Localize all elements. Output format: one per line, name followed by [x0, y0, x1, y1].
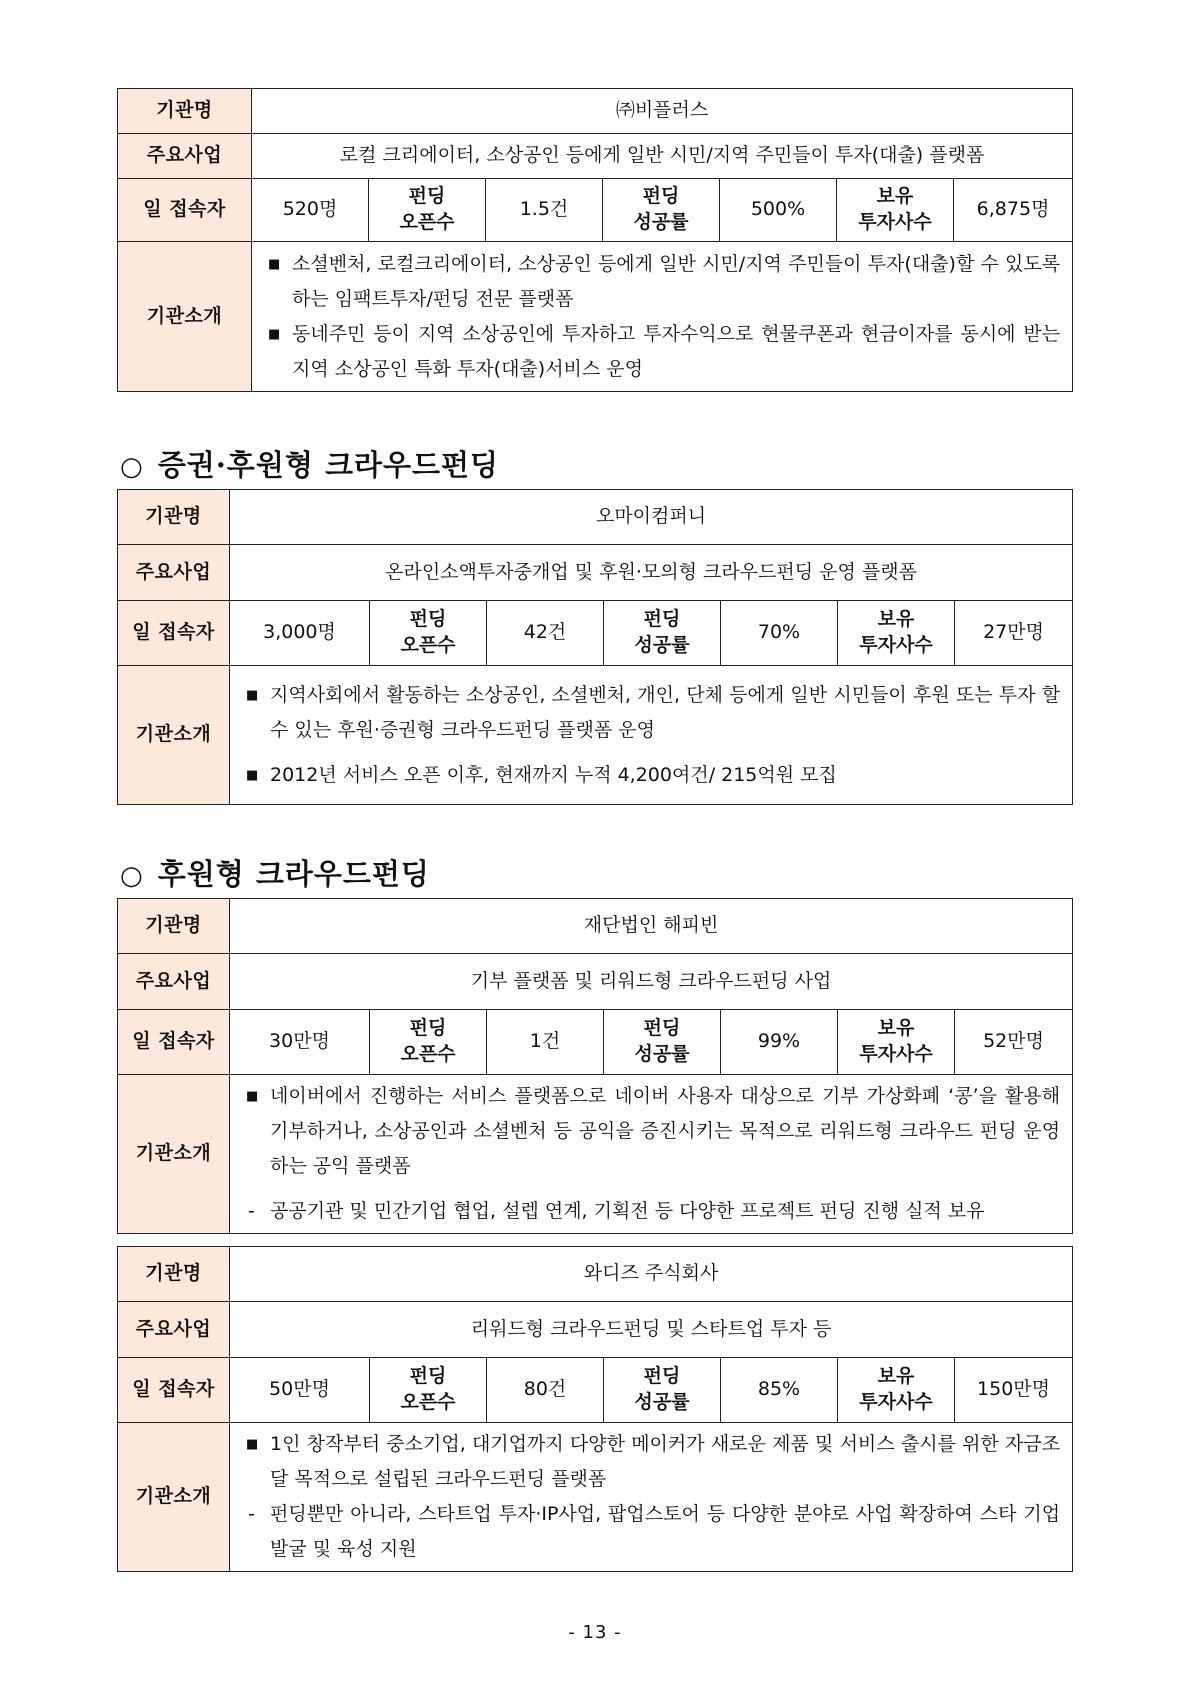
intro-label: 기관소개 [118, 666, 230, 805]
intro-label: 기관소개 [118, 242, 252, 392]
main-business-label: 주요사업 [118, 134, 252, 179]
daily-visitors-label: 일 접속자 [118, 1010, 230, 1075]
intro-bullet: ■ 네이버에서 진행하는 서비스 플랫폼으로 네이버 사용자 대상으로 기부 가상화폐 ‘콩’을 활용해 기부하거나, 소상공인과 소셜벤처 등 공익을 증진시키는 목적으로 리워드형 크라우드 펀딩 운영하는 공익 플랫폼 [246, 1085, 1061, 1177]
investors-value: 27만명 [955, 601, 1073, 666]
org-name-value: 와디즈 주식회사 [230, 1247, 1073, 1302]
funding-open-label: 펀딩 오픈수 [370, 1358, 487, 1423]
intro-bullet: ■ 소셜벤처, 로컬크리에이터, 소상공인 등에게 일반 시민/지역 주민들이 투자(대출)할 수 있도록 하는 임팩트투자/펀딩 전문 플랫폼 [268, 252, 1061, 310]
org-name-label: 기관명 [118, 490, 230, 545]
org-name-value: 오마이컴퍼니 [230, 490, 1073, 545]
main-business-value: 온라인소액투자중개업 및 후원·모의형 크라우드펀딩 운영 플랫폼 [230, 545, 1073, 601]
org-table-wadiz [117, 1246, 1073, 1572]
intro-bullet: ■ 1인 창작부터 중소기업, 대기업까지 다양한 메이커가 새로운 제품 및 서비스 출시를 위한 자금조달 목적으로 설립된 크라우드펀딩 플랫폼 [246, 1433, 1061, 1490]
funding-success-value: 85% [721, 1358, 838, 1423]
intro-bullet: ■ 2012년 서비스 오픈 이후, 현재까지 누적 4,200여건/ 215억원 모집 [246, 763, 837, 786]
page-number: - 13 - [568, 1622, 622, 1643]
org-name-label: 기관명 [118, 899, 230, 954]
intro-label: 기관소개 [118, 1075, 230, 1234]
funding-success-value: 99% [721, 1010, 838, 1075]
daily-visitors-value: 50만명 [230, 1358, 370, 1423]
funding-success-label: 펀딩 성공률 [603, 179, 720, 242]
funding-success-value: 70% [721, 601, 838, 666]
daily-visitors-value: 3,000명 [230, 601, 370, 666]
investors-label: 보유 투자사수 [838, 1358, 955, 1423]
intro-content [252, 242, 1073, 392]
funding-open-value: 80건 [487, 1358, 604, 1423]
org-name-value: ㈜비플러스 [252, 89, 1073, 134]
investors-label: 보유 투자사수 [838, 601, 955, 666]
org-name-value: 재단법인 해피빈 [230, 899, 1073, 954]
investors-label: 보유 투자사수 [838, 1010, 955, 1075]
intro-dash-item: - 공공기관 및 민간기업 협업, 설렙 연계, 기획전 등 다양한 프로젝트 펀딩 진행 실적 보유 [248, 1200, 985, 1222]
intro-label: 기관소개 [118, 1423, 230, 1572]
daily-visitors-label: 일 접속자 [118, 601, 230, 666]
org-table-ohmycompany [117, 489, 1073, 805]
main-business-value: 기부 플랫폼 및 리워드형 크라우드펀딩 사업 [230, 954, 1073, 1010]
daily-visitors-label: 일 접속자 [118, 179, 252, 242]
investors-value: 6,875명 [954, 179, 1073, 242]
org-name-label: 기관명 [118, 1247, 230, 1302]
main-business-label: 주요사업 [118, 545, 230, 601]
daily-visitors-value: 30만명 [230, 1010, 370, 1075]
funding-success-label: 펀딩 성공률 [604, 1010, 721, 1075]
daily-visitors-label: 일 접속자 [118, 1358, 230, 1423]
main-business-label: 주요사업 [118, 954, 230, 1010]
funding-open-label: 펀딩 오픈수 [369, 179, 486, 242]
intro-bullet: ■ 지역사회에서 활동하는 소상공인, 소셜벤처, 개인, 단체 등에게 일반 시민들이 후원 또는 투자 할 수 있는 후원·증권형 크라우드펀딩 플랫폼 운영 [246, 683, 1061, 741]
funding-open-value: 1건 [487, 1010, 604, 1075]
investors-label: 보유 투자사수 [837, 179, 954, 242]
intro-bullet: ■ 동네주민 등이 지역 소상공인에 투자하고 투자수익으로 현물쿠폰과 현금이자를 동시에 받는 지역 소상공인 특화 투자(대출)서비스 운영 [268, 322, 1061, 380]
investors-value: 52만명 [955, 1010, 1073, 1075]
main-business-value: 리워드형 크라우드펀딩 및 스타트업 투자 등 [230, 1302, 1073, 1358]
funding-open-label: 펀딩 오픈수 [370, 601, 487, 666]
funding-open-value: 1.5건 [486, 179, 603, 242]
funding-success-value: 500% [720, 179, 837, 242]
org-table-happybean [117, 898, 1073, 1234]
main-business-label: 주요사업 [118, 1302, 230, 1358]
main-business-value: 로컬 크리에이터, 소상공인 등에게 일반 시민/지역 주민들이 투자(대출) 플랫폼 [252, 134, 1073, 179]
org-name-label: 기관명 [118, 89, 252, 134]
funding-open-label: 펀딩 오픈수 [370, 1010, 487, 1075]
org-table-biplus [117, 88, 1073, 392]
intro-dash-item: - 펀딩뿐만 아니라, 스타트업 투자·IP사업, 팝업스토어 등 다양한 분야로 사업 확장하여 스타 기업 발굴 및 육성 지원 [248, 1503, 1061, 1560]
section-title-securities-donation: ○ 증권·후원형 크라우드펀딩 [120, 448, 500, 482]
intro-content [230, 666, 1073, 805]
funding-success-label: 펀딩 성공률 [604, 1358, 721, 1423]
investors-value: 150만명 [955, 1358, 1073, 1423]
funding-open-value: 42건 [487, 601, 604, 666]
daily-visitors-value: 520명 [252, 179, 369, 242]
section-title-donation: ○ 후원형 크라우드펀딩 [120, 857, 430, 891]
intro-content [230, 1075, 1073, 1234]
funding-success-label: 펀딩 성공률 [604, 601, 721, 666]
intro-content [230, 1423, 1073, 1572]
